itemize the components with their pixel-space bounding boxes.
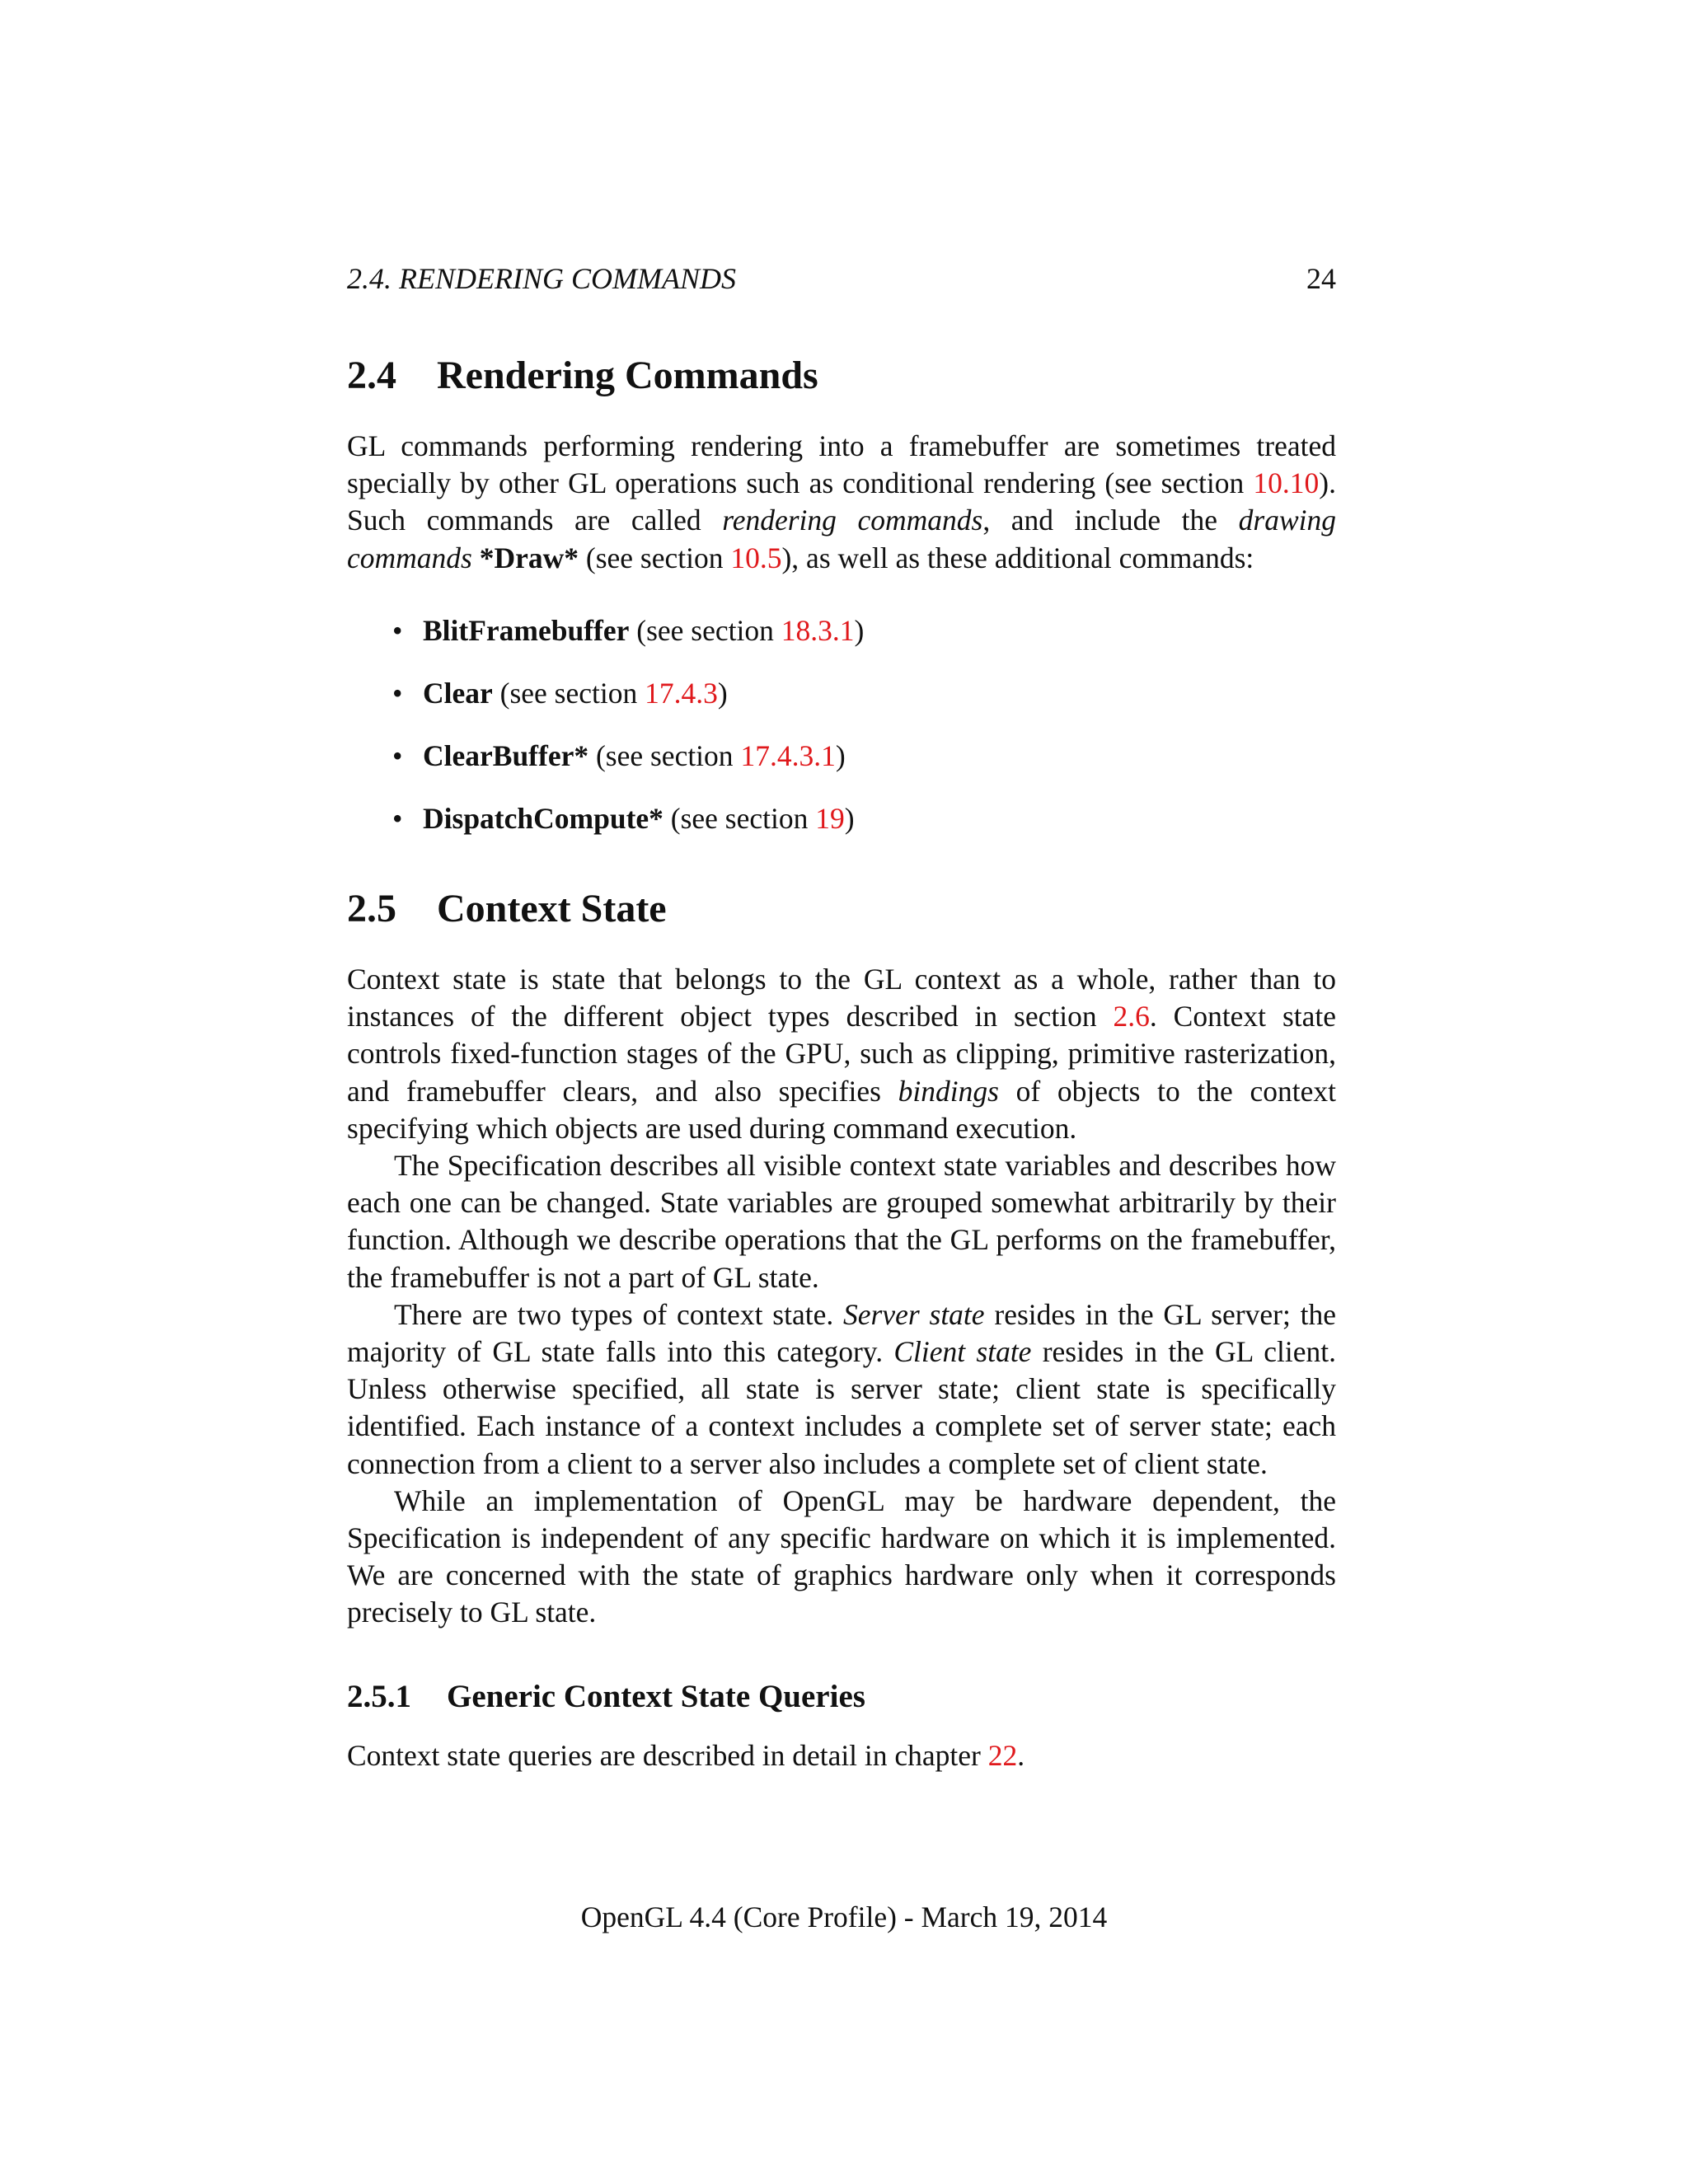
section-2-4-heading — [347, 353, 1336, 399]
text-run: resides in the GL server; the majority of GL state falls into this category. — [347, 1297, 1337, 1369]
text-run: ) — [854, 614, 865, 647]
text-run: There are two types of context state. — [394, 1297, 844, 1331]
chapter-ref-link[interactable]: 22 — [987, 1739, 1018, 1772]
section-ref-link[interactable]: 2.6 — [1113, 1000, 1150, 1033]
section-ref-link[interactable]: 17.4.3 — [645, 677, 718, 710]
bullet-icon: • — [392, 614, 403, 647]
page-number: 24 — [1306, 262, 1336, 295]
list-item — [347, 737, 1336, 799]
subsection-2-5-1-paragraph — [347, 1737, 1336, 1774]
bullet-icon: • — [392, 677, 403, 710]
list-item — [347, 799, 1336, 862]
section-ref-link[interactable]: 17.4.3.1 — [740, 739, 836, 772]
emphasis: Client state — [893, 1335, 1032, 1369]
text-run: ) — [835, 739, 846, 772]
emphasis: bindings — [898, 1074, 999, 1108]
text-run: . Context state controls fixed-function stages of the GPU, such as clipping, primitive rasterization, and framebuffer clears, and also specifies — [347, 1000, 1336, 1108]
page-footer: OpenGL 4.4 (Core Profile) - March 19, 2014 — [580, 1900, 1108, 1933]
command-name: ClearBuffer* — [423, 739, 589, 772]
text-run: (see section — [579, 541, 731, 574]
text-run: ). Such commands are called — [347, 466, 1336, 537]
list-item — [347, 612, 1336, 674]
emphasis: Server state — [843, 1297, 985, 1331]
list-item — [347, 674, 1336, 737]
section-title: Generic Context State Queries — [447, 1679, 865, 1714]
section-2-4-paragraph — [347, 428, 1336, 577]
section-2-5-heading — [347, 886, 1336, 932]
emphasis: drawing commands — [347, 504, 1336, 574]
text-run: Context state queries are described in detail in chapter — [347, 1739, 988, 1772]
section-ref-link[interactable]: 10.10 — [1253, 466, 1320, 500]
text-run — [472, 541, 480, 574]
paragraph — [347, 961, 1336, 1147]
running-title: 2.4. RENDERING COMMANDS — [347, 262, 736, 295]
command-name: Clear — [423, 677, 493, 710]
rendering-commands-list — [347, 612, 1336, 862]
paragraph — [347, 1296, 1336, 1483]
bullet-icon: • — [392, 802, 403, 835]
text-run: of objects to the context specifying which objects are used during command execution. — [347, 1074, 1336, 1145]
paragraph: The Specification describes all visible context state variables and describes how each one can be changed. State variables are grouped somewhat arbitrarily by their function. Although we describe operations that the GL performs on the framebuffer, the framebuffer is not a part of GL state. — [347, 1149, 1336, 1294]
subsection-2-5-1-heading — [347, 1678, 1336, 1716]
text-run: . — [1017, 1739, 1025, 1772]
section-ref-link[interactable]: 18.3.1 — [781, 614, 855, 647]
text-run: , and include the — [982, 504, 1239, 537]
paragraph: While an implementation of OpenGL may be hardware dependent, the Specification is independent of any specific hardware on which it is implemented. We are concerned with the state of graphics hardware only when it corresponds precisely to GL state. — [347, 1483, 1336, 1629]
text-run: (see section — [629, 614, 781, 647]
text-run: resides in the GL client. Unless otherwise specified, all state is server state; client state is specifically identified. Each instance of a context includes a complete set of server state; each connection from a client to a server also includes a complete set of client state. — [347, 1335, 1336, 1480]
text-run: GL commands performing rendering into a framebuffer are sometimes treated specially by other GL operations such as conditional rendering (see section — [347, 429, 1336, 500]
emphasis: rendering commands — [722, 504, 983, 537]
text-run: ), as well as these additional commands: — [781, 541, 1254, 574]
text-run: (see section — [492, 677, 645, 710]
running-header — [347, 262, 1336, 295]
section-ref-link[interactable]: 19 — [815, 802, 845, 835]
section-title: Context State — [437, 887, 667, 930]
section-number: 2.5 — [347, 887, 396, 930]
command-name: BlitFramebuffer — [423, 614, 630, 647]
section-title: Rendering Commands — [437, 354, 818, 397]
command-name: DispatchCompute* — [423, 802, 663, 835]
text-run: ) — [717, 677, 728, 710]
section-number: 2.5.1 — [347, 1679, 411, 1714]
section-number: 2.4 — [347, 354, 396, 397]
text-run: (see section — [588, 739, 741, 772]
text-run: (see section — [663, 802, 816, 835]
bullet-icon: • — [392, 739, 403, 772]
section-ref-link[interactable]: 10.5 — [730, 541, 782, 574]
section-2-5-body — [347, 961, 1336, 1632]
text-run: ) — [844, 802, 855, 835]
text-run: Context state is state that belongs to the GL context as a whole, rather than to instances of the different object types described in section — [347, 963, 1336, 1033]
command-name: *Draw* — [479, 541, 579, 574]
